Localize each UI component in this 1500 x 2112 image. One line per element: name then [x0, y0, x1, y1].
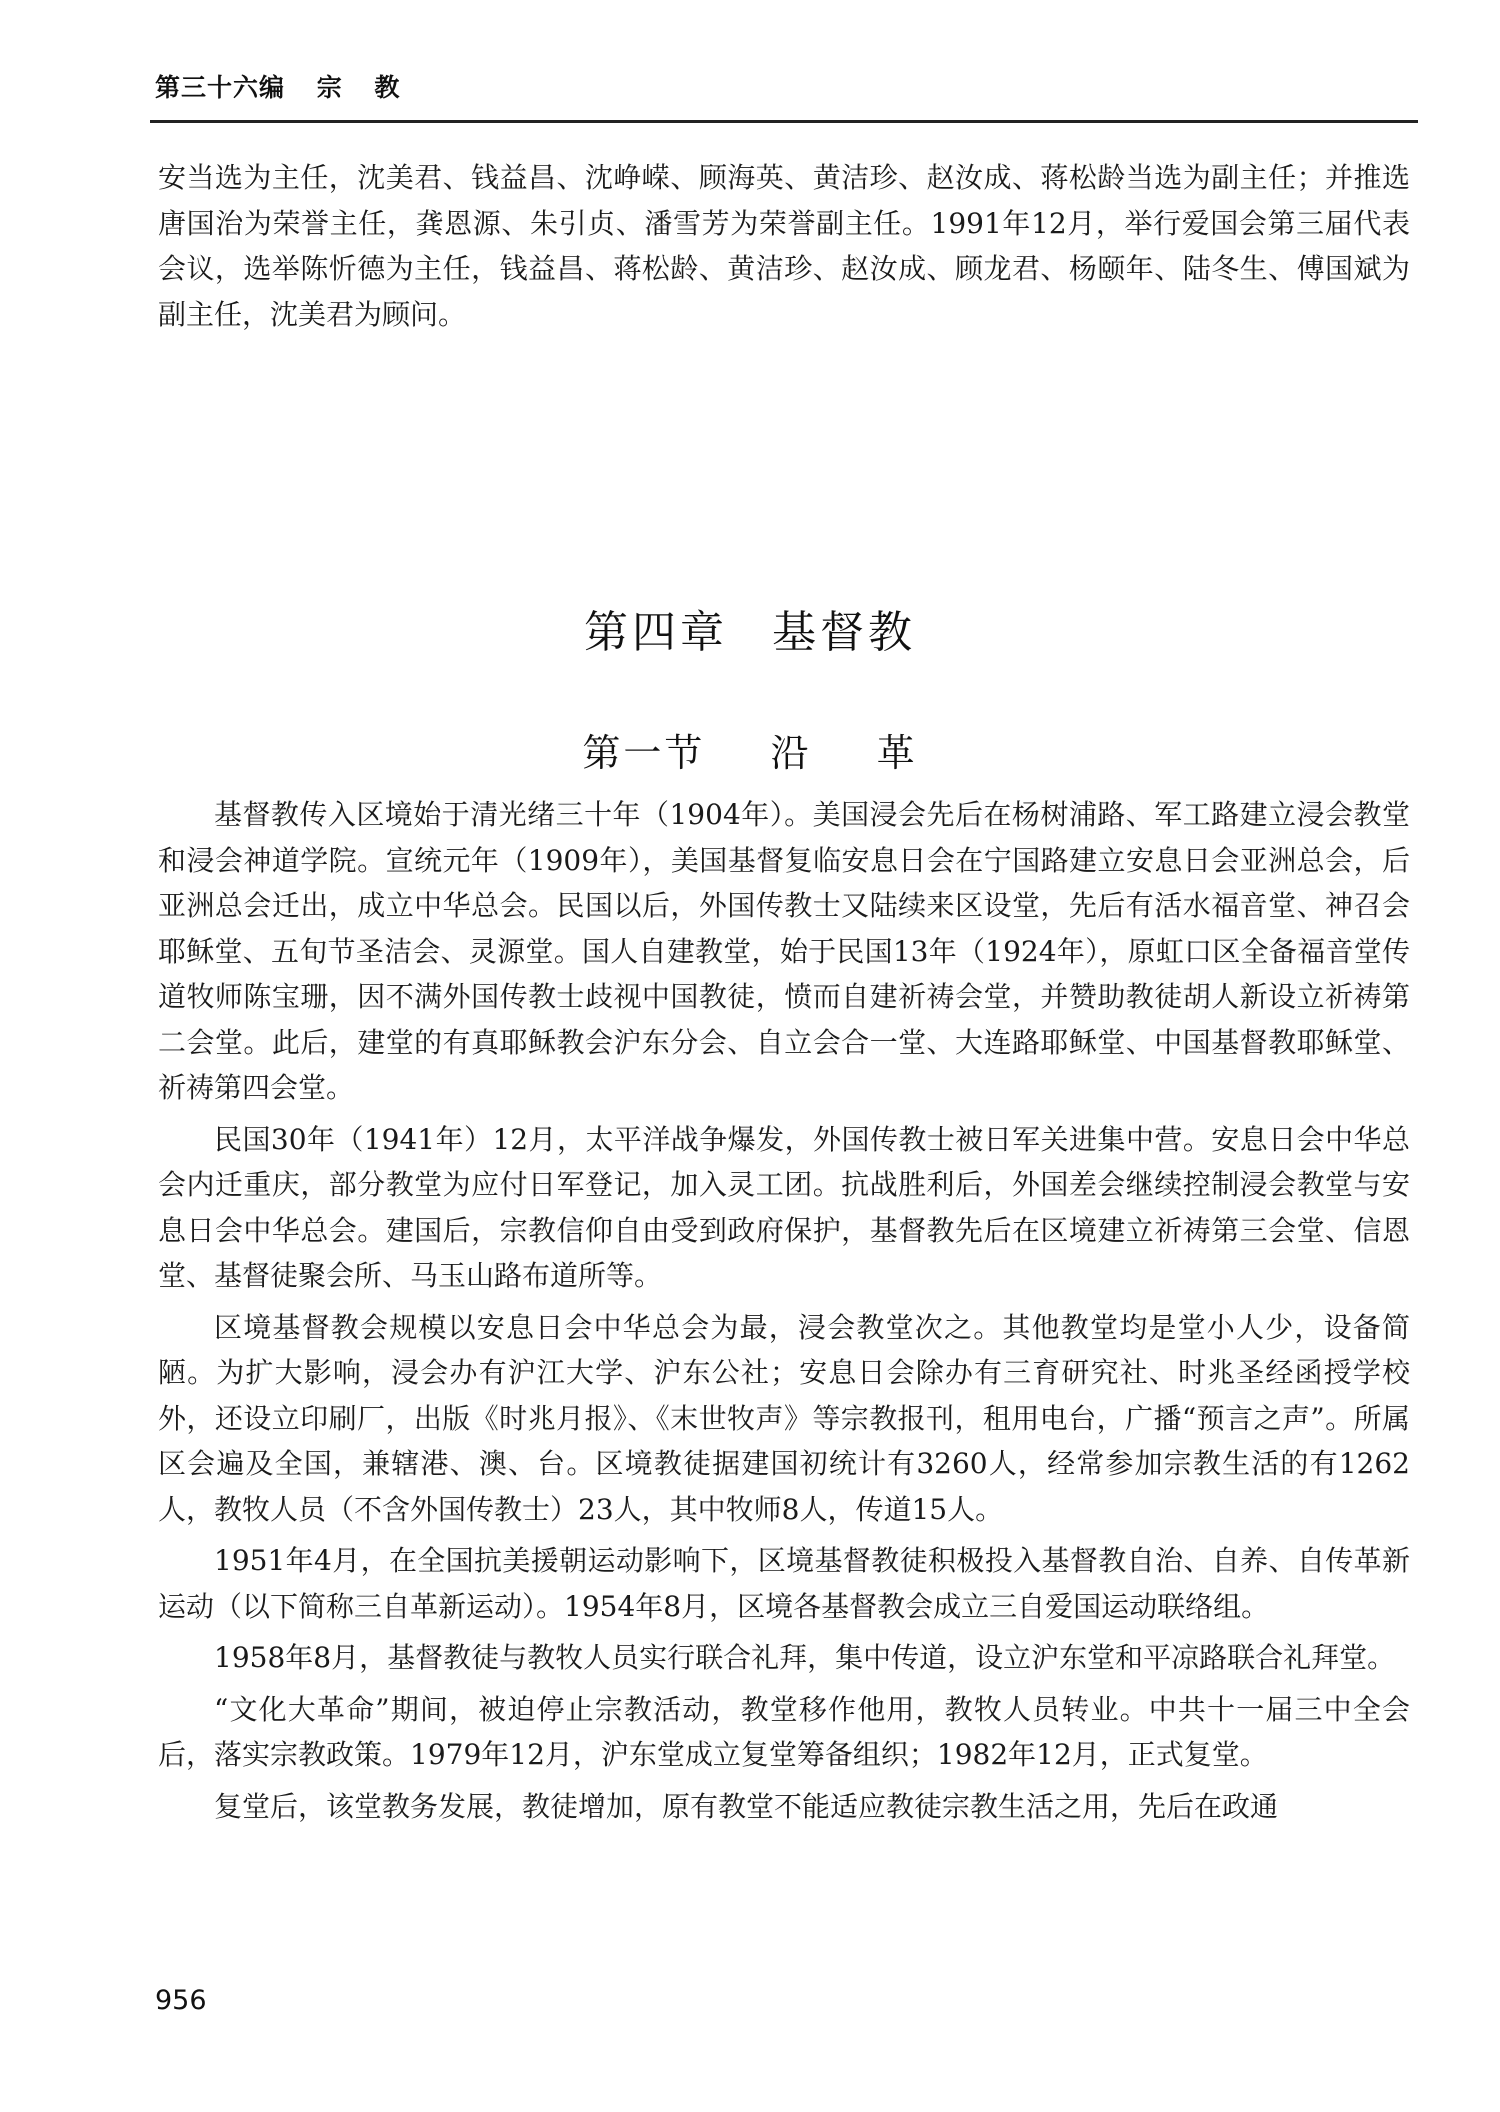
paragraph: 1951年4月，在全国抗美援朝运动影响下，区境基督教徒积极投入基督教自治、自养、自传革新运动（以下简称三自革新运动）。1954年8月，区境各基督教会成立三自爱国运动联络组。: [158, 1544, 1410, 1623]
section-title: 第一节 沿 革: [582, 731, 918, 775]
intro-paragraph: 安当选为主任，沈美君、钱益昌、沈峥嵘、顾海英、黄洁珍、赵汝成、蒋松龄当选为副主任；并推选唐国治为荣誉主任，龚恩源、朱引贞、潘雪芳为荣誉副主任。1991年12月，举行爱国会第三届代表会议，选举陈忻德为主任，钱益昌、蒋松龄、黄洁珍、赵汝成、顾龙君、杨颐年、陆冬生、傅国斌为副主任，沈美君为顾问。: [158, 161, 1410, 331]
page-number: 956: [155, 1985, 207, 2016]
paragraph: 基督教传入区境始于清光绪三十年（1904年）。美国浸会先后在杨树浦路、军工路建立浸会教堂和浸会神道学院。宣统元年（1909年），美国基督复临安息日会在宁国路建立安息日会亚洲总会，后亚洲总会迁出，成立中华总会。民国以后，外国传教士又陆续来区设堂，先后有活水福音堂、神召会耶稣堂、五旬节圣洁会、灵源堂。国人自建教堂，始于民国13年（1924年），原虹口区全备福音堂传道牧师陈宝珊，因不满外国传教士歧视中国教徒，愤而自建祈祷会堂，并赞助教徒胡人新设立祈祷第二会堂。此后，建堂的有真耶稣教会沪东分会、自立会合一堂、大连路耶稣堂、中国基督教耶稣堂、祈祷第四会堂。: [158, 798, 1410, 1104]
paragraph: 民国30年（1941年）12月，太平洋战争爆发，外国传教士被日军关进集中营。安息日会中华总会内迁重庆，部分教堂为应付日军登记，加入灵工团。抗战胜利后，外国差会继续控制浸会教堂与安息日会中华总会。建国后，宗教信仰自由受到政府保护，基督教先后在区境建立祈祷第三会堂、信恩堂、基督徒聚会所、马玉山路布道所等。: [158, 1122, 1410, 1292]
paragraph: 复堂后，该堂教务发展，教徒增加，原有教堂不能适应教徒宗教生活之用，先后在政通: [214, 1789, 1279, 1823]
paragraph: 1958年8月，基督教徒与教牧人员实行联合礼拜，集中传道，设立沪东堂和平凉路联合礼拜堂。: [214, 1641, 1396, 1674]
chapter-title: 第四章 基督教: [584, 607, 916, 658]
running-head: 第三十六编 宗 教: [155, 73, 401, 102]
body-text: [158, 792, 1410, 1835]
intro-text: [158, 155, 1410, 337]
header-rule: [150, 120, 1418, 123]
paragraph: “文化大革命”期间，被迫停止宗教活动，教堂移作他用，教牧人员转业。中共十一届三中全会后，落实宗教政策。1979年12月，沪东堂成立复堂筹备组织；1982年12月，正式复堂。: [158, 1692, 1410, 1771]
paragraph: 区境基督教会规模以安息日会中华总会为最，浸会教堂次之。其他教堂均是堂小人少，设备简陋。为扩大影响，浸会办有沪江大学、沪东公社；安息日会除办有三育研究社、时兆圣经函授学校外，还设立印刷厂，出版《时兆月报》、《末世牧声》等宗教报刊，租用电台，广播“预言之声”。所属区会遍及全国，兼辖港、澳、台。区境教徒据建国初统计有3260人，经常参加宗教生活的有1262人，教牧人员（不含外国传教士）23人，其中牧师8人，传道15人。: [158, 1310, 1410, 1526]
